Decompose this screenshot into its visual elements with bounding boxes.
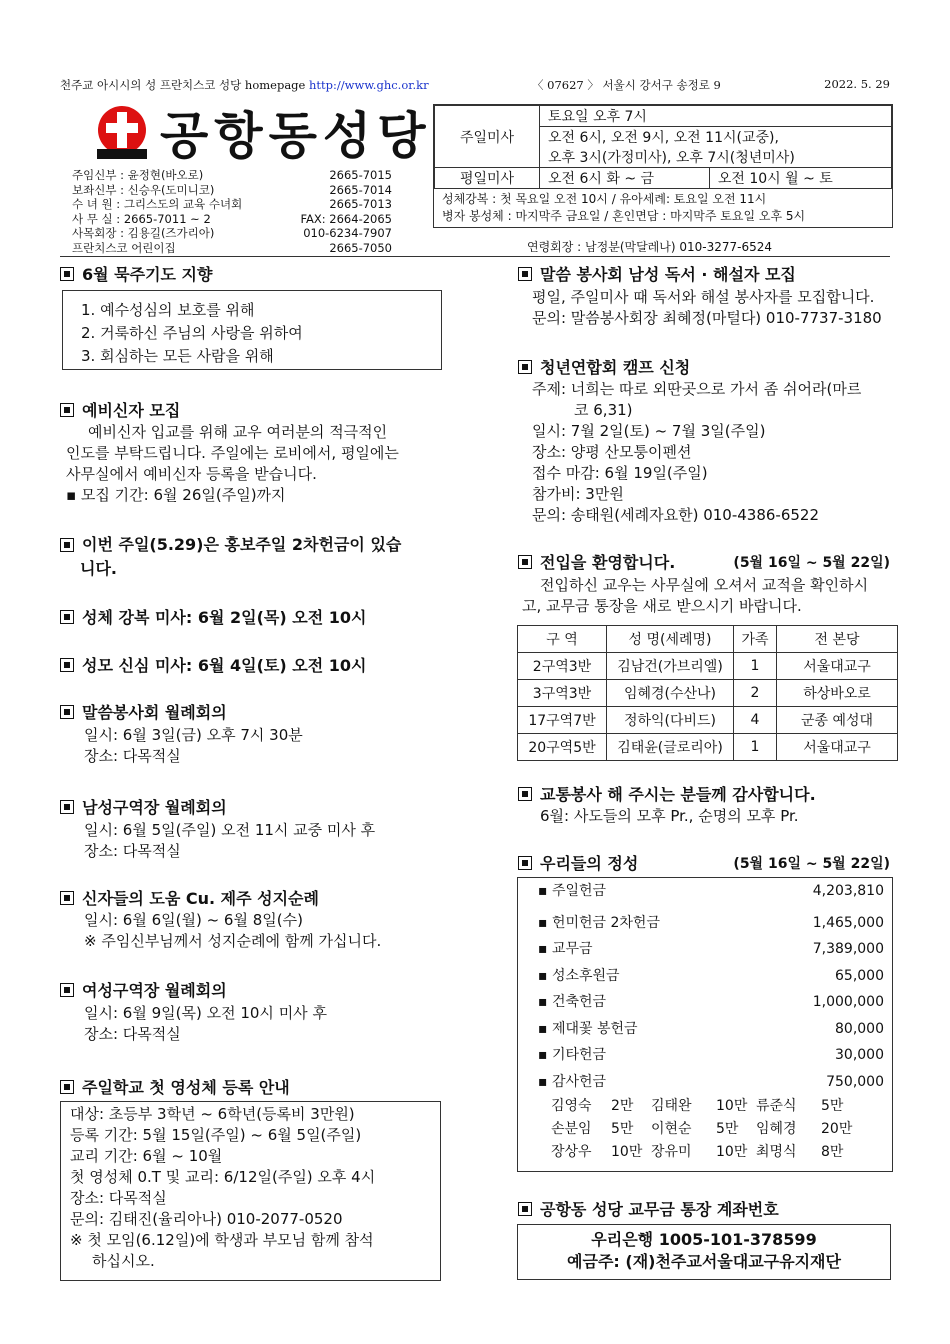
table-row: 3구역3반 임혜경(수산나) 2 하상바오로 xyxy=(518,680,898,707)
mass-schedule: 주일미사 토요일 오후 7시 오전 6시, 오전 9시, 오전 11시(교중), 오후 3시(가정미사), 오후 7시(청년미사) 평일미사 오전 6시 화 ~ 금 오전 10시 월 ~ 토 성체강복 : 첫 목요일 오전 10시 / 유아세례: 토요일 오전 11시 병자 봉성체 : 마지막주 금요일 / 혼인면담 : 마지막주 토요일 오후 5시 xyxy=(433,104,893,228)
header-date: 2022. 5. 29 xyxy=(824,77,890,91)
bullet-square-icon xyxy=(60,891,74,905)
rosary-box: 1. 예수성심의 보호를 위해 2. 거룩하신 주님의 사랑을 위하여 3. 회심하는 모든 사람을 위해 xyxy=(62,290,442,370)
section-offerings-title: 우리들의 정성 (5월 16일 ~ 5월 22일) xyxy=(518,851,890,874)
list-item: ▪ 헌미헌금 2차헌금 1,465,000 xyxy=(518,910,892,937)
women-leaders-text: 일시: 6월 9일(목) 오전 10시 미사 후 장소: 다목적실 xyxy=(84,1004,327,1043)
account-holder: 예금주: (재)천주교서울대교구유지재단 xyxy=(567,1252,841,1271)
lector-text: 평일, 주일미사 때 독서와 해설 봉사자를 모집합니다. 문의: 말씀봉사회장 최혜정(마털다) 010-7737-3180 xyxy=(532,288,882,327)
bullet-square-icon xyxy=(60,1080,74,1094)
list-item: ▪ 기타헌금 30,000 xyxy=(518,1042,892,1069)
table-row: 17구역7반 정하익(다비드) 4 군종 예성대 xyxy=(518,707,898,734)
bullet-square-icon xyxy=(518,1202,532,1216)
bullet-square-icon xyxy=(60,403,74,417)
bullet-square-icon xyxy=(518,787,532,801)
staff-row: 주임신부 : 윤정현(바오로) 2665-7015 xyxy=(72,168,392,182)
traffic-thanks-text: 6월: 사도들의 모후 Pr., 순명의 모후 Pr. xyxy=(540,807,799,825)
word-meeting-text: 일시: 6월 3일(금) 오후 7시 30분 장소: 다목적실 xyxy=(84,726,303,765)
staff-row: 프란치스코 어린이집 2665-7050 xyxy=(72,240,392,255)
section-welcome-title: 전입을 환영합니다. (5월 16일 ~ 5월 22일) xyxy=(518,550,890,573)
men-leaders-text: 일시: 6월 5일(주일) 오전 11시 교중 미사 후 장소: 다목적실 xyxy=(84,821,376,860)
bullet-square-icon xyxy=(60,983,74,997)
bank-account-box xyxy=(517,1224,891,1280)
bullet-square-icon xyxy=(518,267,532,281)
list-item: ▪ 제대꽃 봉헌금 80,000 xyxy=(518,1016,892,1043)
bullet-square-icon xyxy=(60,658,74,672)
bullet-square-icon xyxy=(60,267,74,281)
staff-list xyxy=(72,168,392,255)
first-communion-box: 대상: 초등부 3학년 ~ 6학년(등록비 3만원) 등록 기간: 5월 15일(주일) ~ 6월 5일(주일) 교리 기간: 6월 ~ 10월 첫 영성체 0.T 및 교리: 6/12일(주일) 오후 4시 장소: 다목적실 문의: 김태진(율리아나) 010-2077-0520 ※ 첫 모임(6.12일)에 학생과 부모님 함께 참석 하십시오. xyxy=(60,1101,441,1281)
pilgrimage-text: 일시: 6월 6일(월) ~ 6월 8일(수) ※ 주임신부님께서 성지순례에 함께 가십니다. xyxy=(84,911,382,950)
youth-camp-text: 주제: 너희는 따로 외딴곳으로 가서 좀 쉬어라(마르 코 6,31) 일시: 7월 2일(토) ~ 7월 3일(주일) 장소: 양평 산모퉁이펜션 접수 마감: 6월 19일(주일) 참가비: 3만원 문의: 송태원(세례자요한) 010-4386-6522 xyxy=(532,380,862,524)
welcome-text: 전입하신 교우는 사무실에 오셔서 교적을 확인하시 고, 교무금 통장을 새로 받으시기 바랍니다. xyxy=(522,576,869,615)
staff-row: 수 녀 원 : 그리스도의 교육 수녀회 2665-7013 xyxy=(72,197,392,211)
table-row: 20구역5반 김태윤(글로리아) 1 서울대교구 xyxy=(518,734,898,761)
header-line xyxy=(60,77,890,93)
homepage-link[interactable]: http://www.ghc.or.kr xyxy=(309,78,429,92)
section-men-leaders-title: 남성구역장 월례회의 xyxy=(60,795,227,818)
table-row: 2구역3반 김남건(가브리엘) 1 서울대교구 xyxy=(518,653,898,680)
section-promo-sunday-title: 이번 주일(5.29)은 홍보주일 2차헌금이 있습 xyxy=(60,533,401,557)
catechumen-text: 예비신자 입교를 위해 교우 여러분의 적극적인 인도를 부탁드립니다. 주일에는 로비에서, 평일에는 사무실에서 예비신자 등록을 받습니다. ▪ 모집 기간: 6월 26일(주일)까지 xyxy=(66,423,399,504)
staff-row: 사 무 실 : 2665-7011 ~ 2 FAX: 2664-2065 xyxy=(72,211,392,226)
list-item: ▪ 건축헌금 1,000,000 xyxy=(518,989,892,1016)
list-item: ▪ 감사헌금 750,000 xyxy=(518,1069,892,1096)
section-promo-sunday-title-2: 니다. xyxy=(80,559,117,578)
section-rosary-title: 6월 묵주기도 지향 xyxy=(60,262,212,285)
bullet-square-icon xyxy=(60,610,74,624)
mass-note: 성체강복 : 첫 목요일 오전 10시 / 유아세례: 토요일 오전 11시 병자 봉성체 : 마지막주 금요일 / 혼인면담 : 마지막주 토요일 오후 5시 xyxy=(442,192,806,223)
section-youth-camp-title: 청년연합회 캠프 신청 xyxy=(518,355,690,378)
divider xyxy=(60,256,890,257)
bullet-square-icon xyxy=(518,360,532,374)
header-church: 천주교 아시시의 성 프란치스코 성당 homepage http://www.ghc.or.kr xyxy=(60,78,429,92)
section-catechumen-title: 예비신자 모집 xyxy=(60,398,180,421)
sunday-mass-label: 주일미사 xyxy=(435,106,540,168)
section-women-leaders-title: 여성구역장 월례회의 xyxy=(60,978,227,1001)
staff-row: 보좌신부 : 신승우(도미니코) 2665-7014 xyxy=(72,182,392,197)
section-pilgrimage-title: 신자들의 도움 Cu. 제주 성지순례 xyxy=(60,886,319,909)
header-address: 〈 07627 〉 서울시 강서구 송정로 9 xyxy=(531,78,721,92)
weekday-mass-label: 평일미사 xyxy=(435,168,540,189)
staff-row: 사목회장 : 김용길(즈가리아) 010-6234-7907 xyxy=(72,226,392,240)
section-marian-mass-title: 성모 신심 미사: 6월 4일(토) 오전 10시 xyxy=(60,653,366,676)
offerings-box xyxy=(517,877,893,1172)
thanks-donors: 김영숙 2만 김태완 10만 류준식 5만 손분임 5만 이현순 5만 임혜경 20만 장상우 10만 장유미 10만 최명식 8만 xyxy=(551,1098,853,1160)
bank-account-number: 우리은행 1005-101-378599 xyxy=(591,1230,817,1249)
church-logo xyxy=(95,104,149,160)
section-eucharist-mass-title: 성체 강복 미사: 6월 2일(목) 오전 10시 xyxy=(60,605,366,628)
section-lector-title: 말씀 봉사회 남성 독서 · 해설자 모집 xyxy=(518,262,796,285)
section-traffic-thanks-title: 교통봉사 해 주시는 분들께 감사합니다. xyxy=(518,782,816,805)
page-title: 공항동성당 xyxy=(160,107,432,165)
section-word-meeting-title: 말씀봉사회 월례회의 xyxy=(60,700,227,723)
section-account-title: 공항동 성당 교무금 통장 계좌번호 xyxy=(518,1197,779,1220)
bullet-square-icon xyxy=(60,800,74,814)
list-item: ▪ 성소후원금 65,000 xyxy=(518,963,892,990)
list-item: ▪ 교무금 7,389,000 xyxy=(518,936,892,963)
newcomers-table xyxy=(517,625,898,761)
yeonryeong-contact: 연령회장 : 남정분(막달레나) 010-3277-6524 xyxy=(527,240,773,254)
bullet-square-icon xyxy=(60,705,74,719)
section-first-communion-title: 주일학교 첫 영성체 등록 안내 xyxy=(60,1075,290,1098)
bullet-square-icon xyxy=(518,856,532,870)
list-item: ▪ 주일헌금 4,203,810 xyxy=(518,878,892,905)
table-header: 구 역 성 명(세례명) 가족 전 본당 xyxy=(518,626,898,653)
bullet-square-icon xyxy=(518,555,532,569)
bullet-square-icon xyxy=(60,538,74,552)
